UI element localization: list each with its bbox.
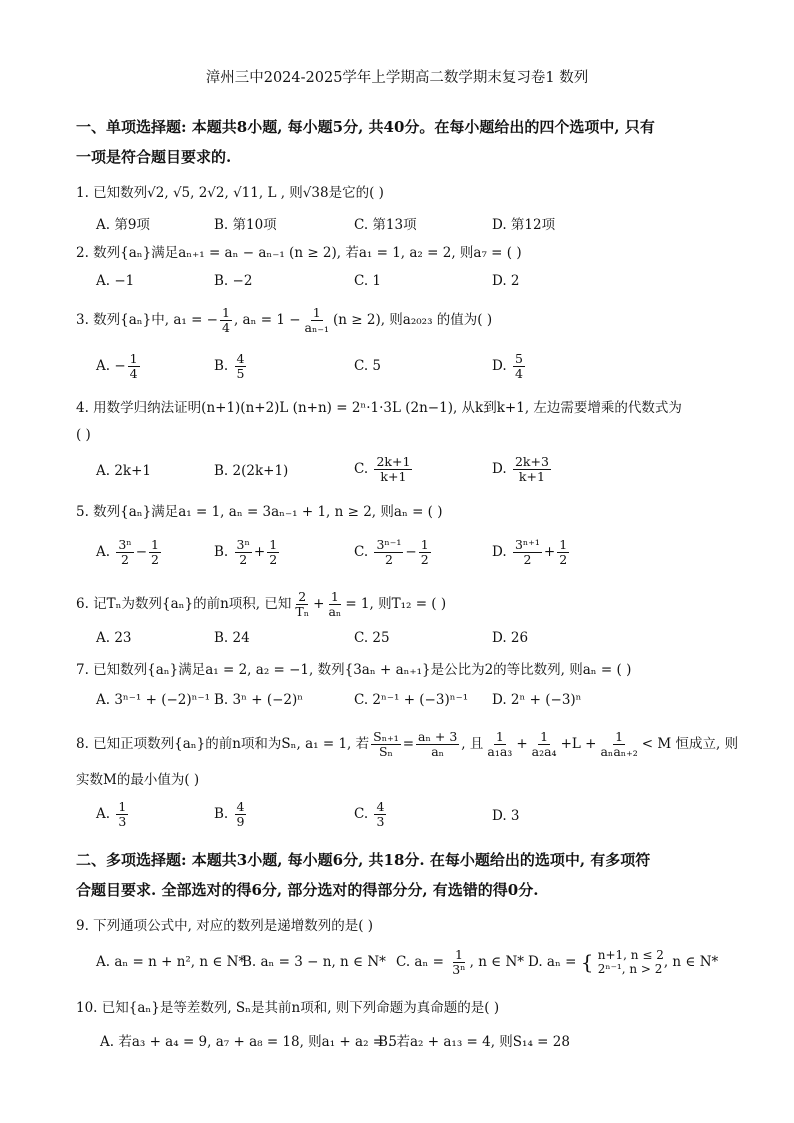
option-c[interactable]: C. 5 [354,358,382,374]
option-c[interactable]: C. $\frac{4}{3}$ [354,799,385,829]
question-4: 4. 用数学归纳法证明(n+1)(n+2)L (n+n) = 2ⁿ·1·3L (2n−1), 从k到k+1, 左边需要增乘的代数式为 [76,400,682,416]
question-9: 9. 下列通项公式中, 对应的数列是递增数列的是( ) [76,918,374,934]
option-c[interactable]: C. 2ⁿ⁻¹ + (−3)ⁿ⁻¹ [354,692,469,708]
option-d[interactable]: D. 2 [492,273,520,289]
question-7: 7. 已知数列{aₙ}满足a₁ = 2, a₂ = −1, 数列{3aₙ + aₙ₊₁}是公比为2的等比数列, 则aₙ = ( ) [76,662,632,678]
question-8-line2: 实数M的最小值为( ) [76,772,200,788]
option-d[interactable]: D. $\frac{5}{4}$ [492,351,523,381]
option-b[interactable]: B. 3ⁿ + (−2)ⁿ [214,692,304,708]
option-a[interactable]: A. − $\frac{1}{4}$ [96,351,138,381]
fraction: $\frac{1}{4}$ [222,305,230,335]
option-b[interactable]: B. 第10项 [214,217,277,233]
option-a[interactable]: A. −1 [96,273,135,289]
option-d[interactable]: D. 2ⁿ + (−3)ⁿ [492,692,582,708]
fraction: $\frac{1}{\text{aₙ₋₁}}$ [304,305,329,335]
option-b[interactable]: B. aₙ = 3 − n, n ∈ N* [242,954,386,970]
section-2-line2: 合题目要求. 全部选对的得6分, 部分选对的得部分分, 有选错的得0分. [76,881,539,899]
option-c[interactable]: C. 1 [354,273,382,289]
option-c[interactable]: C. aₙ = $\frac{1}{\text{3ⁿ}}$ , n ∈ N* [396,947,525,977]
page-title: 漳州三中2024-2025学年上学期高二数学期末复习卷1 数列 [205,70,589,86]
option-c[interactable]: C. 25 [354,630,390,646]
option-b[interactable]: B. −2 [214,273,253,289]
section-2-line1: 二、多项选择题: 本题共3小题, 每小题6分, 共18分. 在每小题给出的选项中, 有多项符 [76,851,651,869]
option-c[interactable]: C. 第13项 [354,217,417,233]
option-a[interactable]: A. 23 [96,630,132,646]
option-d[interactable]: D. $\frac{\text{3ⁿ⁺¹}}{2}$ + $\frac{1}{2}$ [492,537,568,567]
option-a[interactable]: A. 2k+1 [96,463,152,479]
option-a[interactable]: A. $\frac{\text{3ⁿ}}{2}$ − $\frac{1}{2}$ [96,537,159,567]
question-8: 8. 已知正项数列{aₙ}的前n项和为Sₙ, a₁ = 1, 若 $\frac{\text{Sₙ₊₁}}{\text{Sₙ}}$ = $\frac{\text{aₙ + 3}}{\text{aₙ}}$ , 且 $\frac{1}{\text{a₁a₃}}$ + $\frac{1}{\text{a₂a₄}}$ +L + $\frac{1}{\text{aₙaₙ₊₂}}$ < M 恒成立, 则 [76,729,739,759]
question-5: 5. 数列{aₙ}满足a₁ = 1, aₙ = 3aₙ₋₁ + 1, n ≥ 2, 则aₙ = ( ) [76,504,443,520]
option-a[interactable]: A. 若a₃ + a₄ = 9, a₇ + a₈ = 18, 则a₁ + a₂ = 5 [100,1034,397,1050]
question-4-line2: ( ) [76,427,91,443]
option-b[interactable]: B. $\frac{4}{9}$ [214,799,245,829]
section-2-heading [76,845,724,905]
option-b[interactable]: B. $\frac{4}{5}$ [214,351,245,381]
option-a[interactable]: A. 3ⁿ⁻¹ + (−2)ⁿ⁻¹ [96,692,211,708]
question-1: 1. 已知数列√2, √5, 2√2, √11, L , 则√38是它的( ) [76,185,384,201]
option-d[interactable]: D. $\frac{2k+3}{k+1}$ [492,454,549,484]
option-a[interactable]: A. aₙ = n + n², n ∈ N* [96,954,246,970]
option-a[interactable]: A. 第9项 [96,217,150,233]
question-10: 10. 已知{aₙ}是等差数列, Sₙ是其前n项和, 则下列命题为真命题的是( ) [76,1000,500,1016]
question-6: 6. 记Tₙ为数列{aₙ}的前n项积, 已知 $\frac{2}{\text{Tₙ}}$ + $\frac{1}{\text{aₙ}}$ = 1, 则T₁₂ = ( ) [76,589,447,619]
option-b[interactable]: B. $\frac{\text{3ⁿ}}{2}$ + $\frac{1}{2}$ [214,537,278,567]
option-b[interactable]: B. 2(2k+1) [214,463,289,479]
question-2: 2. 数列{aₙ}满足aₙ₊₁ = aₙ − aₙ₋₁ (n ≥ 2), 若a₁ = 1, a₂ = 2, 则a₇ = ( ) [76,245,522,261]
option-c[interactable]: C. $\frac{2k+1}{k+1}$ [354,454,411,484]
section-1-line2: 一项是符合题目要求的. [76,148,232,166]
option-b[interactable]: B. 24 [214,630,250,646]
option-d[interactable]: D. 第12项 [492,217,556,233]
option-b[interactable]: B. 若a₂ + a₁₃ = 4, 则S₁₄ = 28 [378,1034,570,1050]
section-1-line1: 一、单项选择题: 本题共8小题, 每小题5分, 共40分。在每小题给出的四个选项中, 只有 [76,118,655,136]
question-3: 3. 数列{aₙ}中, a₁ = − $\frac{1}{4}$ , aₙ = 1 − $\frac{1}{\text{aₙ₋₁}}$ (n ≥ 2), 则a₂₀₂₃ 的值为( ) [76,305,493,335]
option-d[interactable]: D. 26 [492,630,529,646]
option-d[interactable]: D. 3 [492,808,520,824]
option-d[interactable]: D. aₙ = { n+1, n ≤ 2 2ⁿ⁻¹, n > 2 , n ∈ N* [528,948,719,976]
section-1-heading [76,112,724,172]
option-a[interactable]: A. $\frac{1}{3}$ [96,799,127,829]
option-c[interactable]: C. $\frac{\text{3ⁿ⁻¹}}{2}$ − $\frac{1}{2}$ [354,537,429,567]
